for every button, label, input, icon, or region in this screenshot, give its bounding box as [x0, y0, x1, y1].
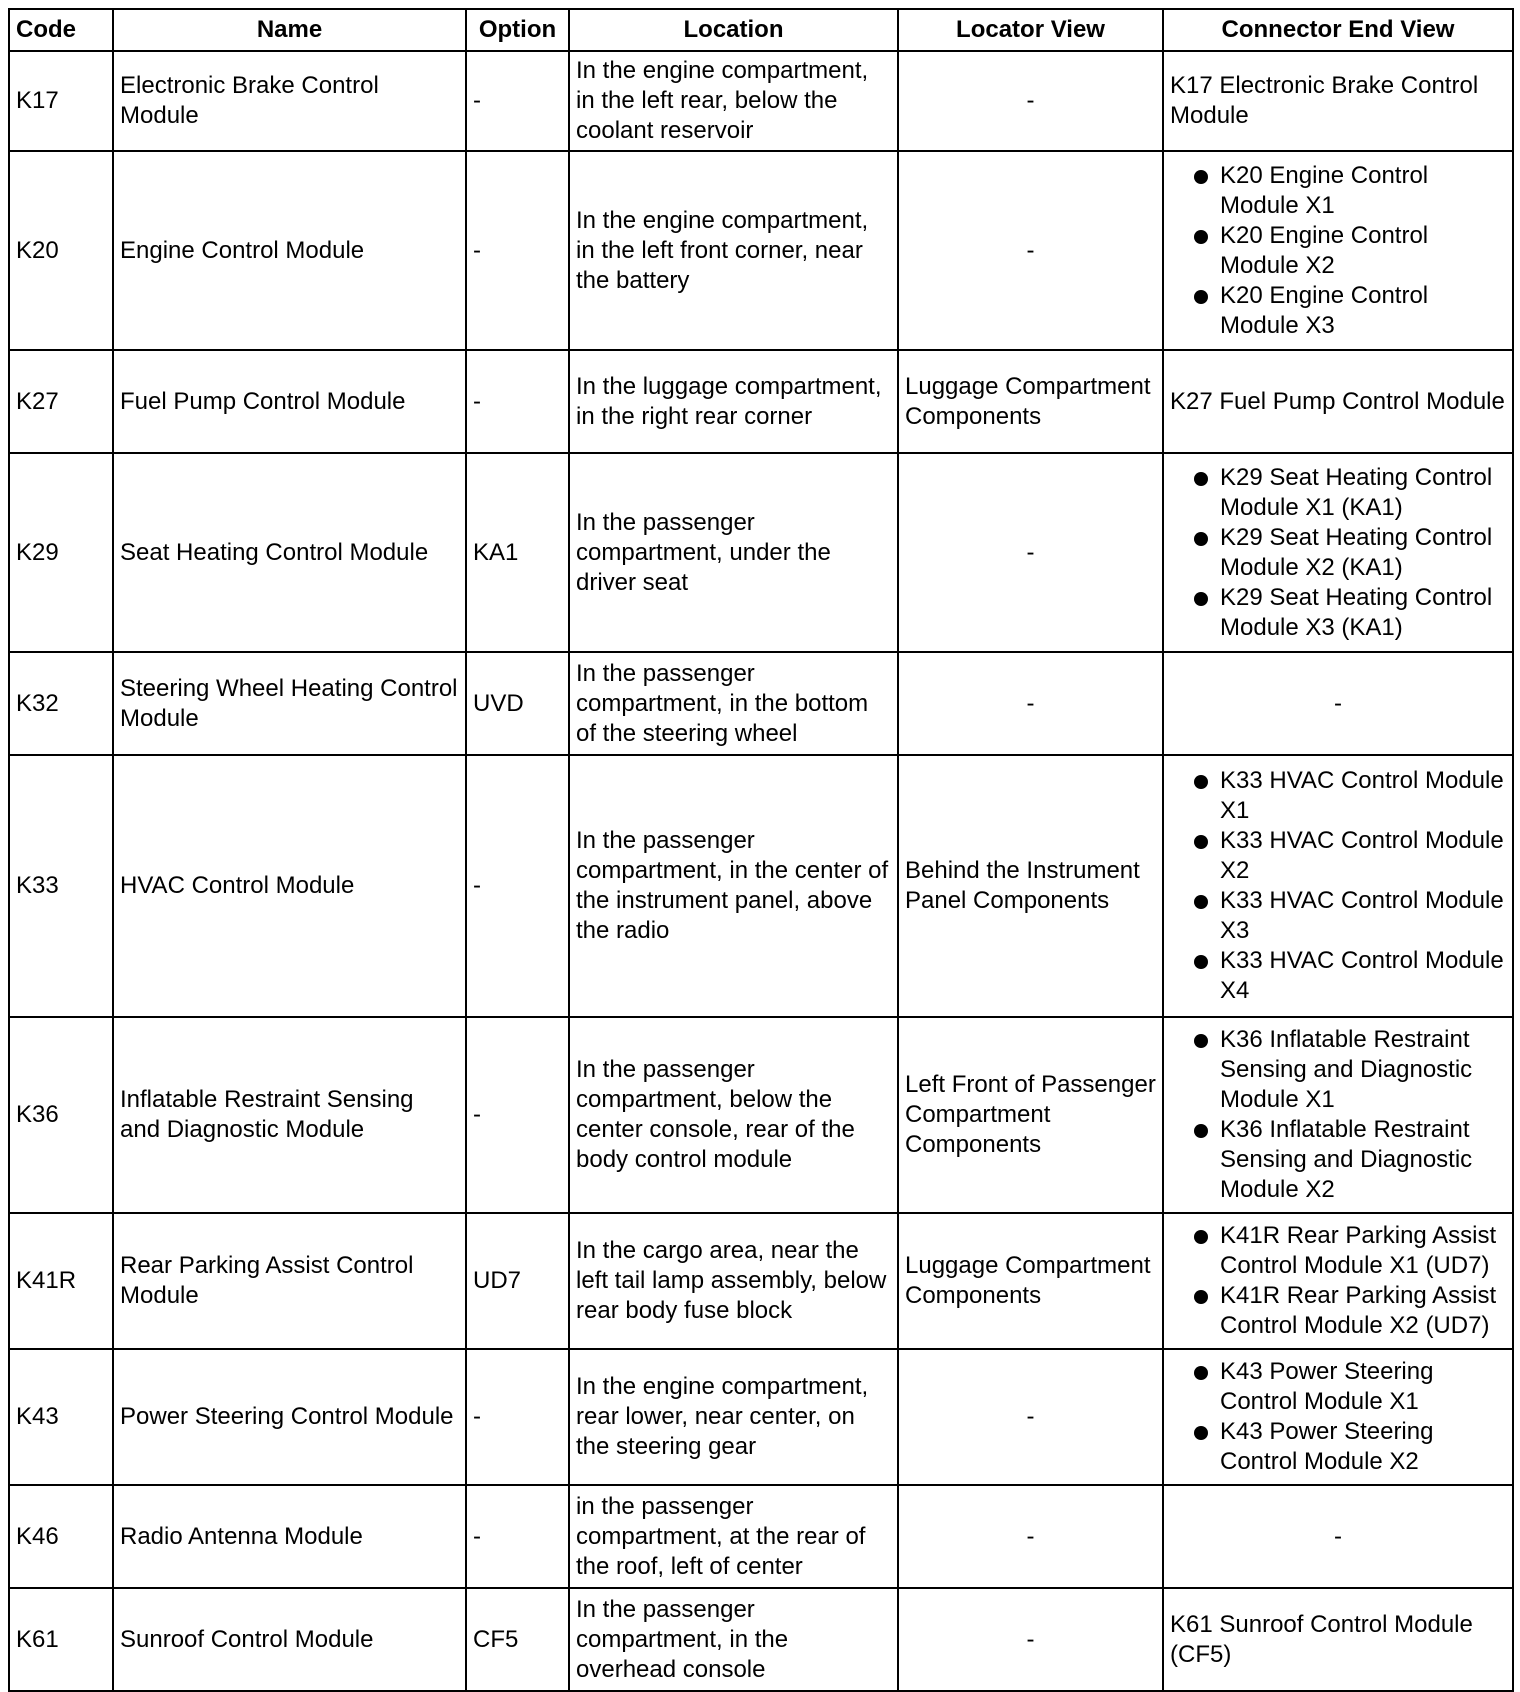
connector-label: K33 HVAC Control Module X2 — [1220, 827, 1504, 884]
table-row — [9, 51, 1513, 151]
header-location: Location — [569, 9, 898, 51]
cell-locator-view: Left Front of Passenger Compartment Components — [898, 1017, 1163, 1213]
cell-option: - — [466, 1349, 569, 1485]
table-row — [9, 1485, 1513, 1588]
connector-label: K41R Rear Parking Assist Control Module X2 (UD7) — [1220, 1282, 1497, 1339]
connector-label: K29 Seat Heating Control Module X2 (KA1) — [1220, 523, 1493, 581]
header-connector-end-view: Connector End View — [1163, 9, 1513, 51]
cell-name: Fuel Pump Control Module — [113, 350, 466, 453]
cell-name: Rear Parking Assist Control Module — [113, 1213, 466, 1349]
table-row — [9, 151, 1513, 350]
cell-location: in the passenger compartment, at the rear of the roof, left of center — [569, 1485, 898, 1588]
bullet-icon — [1194, 532, 1208, 546]
bullet-icon — [1194, 230, 1208, 244]
bullet-icon — [1194, 895, 1208, 909]
cell-locator-view: Luggage Compartment Components — [898, 1213, 1163, 1349]
connector-item — [1170, 463, 1506, 523]
cell-code: K32 — [9, 652, 113, 755]
connector-list — [1170, 463, 1506, 643]
table-row — [9, 1017, 1513, 1213]
cell-locator-view: - — [898, 1349, 1163, 1485]
table-row — [9, 755, 1513, 1017]
cell-code: K27 — [9, 350, 113, 453]
bullet-icon — [1194, 955, 1208, 969]
connector-item — [1170, 1221, 1506, 1281]
connector-item — [1170, 946, 1506, 1006]
table-row — [9, 1588, 1513, 1691]
table-row — [9, 1213, 1513, 1349]
connector-label: K33 HVAC Control Module X4 — [1220, 947, 1504, 1004]
cell-connector-end-view: - — [1163, 1485, 1513, 1588]
cell-option: - — [466, 755, 569, 1017]
cell-location: In the cargo area, near the left tail lamp assembly, below rear body fuse block — [569, 1213, 898, 1349]
bullet-icon — [1194, 290, 1208, 304]
cell-connector-end-view: - — [1163, 652, 1513, 755]
connector-label: K20 Engine Control Module X2 — [1220, 221, 1429, 279]
cell-option: - — [466, 51, 569, 151]
cell-code: K20 — [9, 151, 113, 350]
component-locator-page — [8, 8, 1512, 1692]
cell-locator-view: Behind the Instrument Panel Components — [898, 755, 1163, 1017]
cell-option: - — [466, 151, 569, 350]
cell-code: K36 — [9, 1017, 113, 1213]
bullet-icon — [1194, 1290, 1208, 1304]
cell-name: Power Steering Control Module — [113, 1349, 466, 1485]
cell-code: K41R — [9, 1213, 113, 1349]
header-code: Code — [9, 9, 113, 51]
connector-item — [1170, 523, 1506, 583]
cell-name: Sunroof Control Module — [113, 1588, 466, 1691]
bullet-icon — [1194, 835, 1208, 849]
table-row — [9, 1349, 1513, 1485]
cell-connector-end-view — [1163, 1017, 1513, 1213]
cell-code: K33 — [9, 755, 113, 1017]
cell-name: HVAC Control Module — [113, 755, 466, 1017]
connector-list — [1170, 766, 1506, 1006]
cell-location: In the passenger compartment, under the driver seat — [569, 453, 898, 652]
connector-label: K43 Power Steering Control Module X2 — [1220, 1418, 1434, 1475]
cell-connector-end-view — [1163, 453, 1513, 652]
cell-location: In the passenger compartment, in the bottom of the steering wheel — [569, 652, 898, 755]
connector-item — [1170, 826, 1506, 886]
connector-item — [1170, 161, 1506, 221]
table-row — [9, 453, 1513, 652]
cell-connector-end-view: K17 Electronic Brake Control Module — [1163, 51, 1513, 151]
cell-code: K61 — [9, 1588, 113, 1691]
bullet-icon — [1194, 775, 1208, 789]
connector-list — [1170, 1025, 1506, 1205]
bullet-icon — [1194, 592, 1208, 606]
bullet-icon — [1194, 472, 1208, 486]
cell-locator-view: - — [898, 51, 1163, 151]
cell-locator-view: - — [898, 151, 1163, 350]
cell-name: Radio Antenna Module — [113, 1485, 466, 1588]
cell-name: Engine Control Module — [113, 151, 466, 350]
cell-location: In the engine compartment, in the left front corner, near the battery — [569, 151, 898, 350]
cell-location: In the engine compartment, in the left rear, below the coolant reservoir — [569, 51, 898, 151]
connector-item — [1170, 1357, 1506, 1417]
cell-name: Seat Heating Control Module — [113, 453, 466, 652]
bullet-icon — [1194, 1124, 1208, 1138]
connector-label: K29 Seat Heating Control Module X3 (KA1) — [1220, 583, 1493, 641]
header-locator-view: Locator View — [898, 9, 1163, 51]
table-header-row — [9, 9, 1513, 51]
cell-name: Electronic Brake Control Module — [113, 51, 466, 151]
connector-list — [1170, 1221, 1506, 1341]
connector-item — [1170, 766, 1506, 826]
cell-location: In the passenger compartment, in the center of the instrument panel, above the radio — [569, 755, 898, 1017]
connector-list — [1170, 161, 1506, 341]
cell-connector-end-view — [1163, 1213, 1513, 1349]
cell-option: UVD — [466, 652, 569, 755]
bullet-icon — [1194, 1426, 1208, 1440]
bullet-icon — [1194, 1034, 1208, 1048]
cell-connector-end-view — [1163, 1349, 1513, 1485]
cell-connector-end-view: K61 Sunroof Control Module (CF5) — [1163, 1588, 1513, 1691]
connector-item — [1170, 1417, 1506, 1477]
cell-location: In the passenger compartment, below the center console, rear of the body control module — [569, 1017, 898, 1213]
cell-option: KA1 — [466, 453, 569, 652]
cell-locator-view: - — [898, 453, 1163, 652]
cell-code: K46 — [9, 1485, 113, 1588]
cell-option: - — [466, 1485, 569, 1588]
connector-label: K43 Power Steering Control Module X1 — [1220, 1358, 1434, 1415]
connector-item — [1170, 1025, 1506, 1115]
connector-item — [1170, 886, 1506, 946]
connector-label: K41R Rear Parking Assist Control Module X1 (UD7) — [1220, 1222, 1497, 1279]
connector-label: K20 Engine Control Module X1 — [1220, 161, 1429, 219]
cell-locator-view: - — [898, 1485, 1163, 1588]
cell-option: CF5 — [466, 1588, 569, 1691]
connector-label: K36 Inflatable Restraint Sensing and Diagnostic Module X1 — [1220, 1026, 1473, 1113]
cell-connector-end-view: K27 Fuel Pump Control Module — [1163, 350, 1513, 453]
connector-item — [1170, 221, 1506, 281]
cell-location: In the luggage compartment, in the right rear corner — [569, 350, 898, 453]
connector-list — [1170, 1357, 1506, 1477]
cell-locator-view: - — [898, 652, 1163, 755]
cell-option: - — [466, 1017, 569, 1213]
cell-option: - — [466, 350, 569, 453]
table-row — [9, 652, 1513, 755]
header-name: Name — [113, 9, 466, 51]
header-option: Option — [466, 9, 569, 51]
cell-connector-end-view — [1163, 151, 1513, 350]
connector-label: K33 HVAC Control Module X3 — [1220, 887, 1504, 944]
connector-item — [1170, 1115, 1506, 1205]
connector-label: K20 Engine Control Module X3 — [1220, 281, 1429, 339]
cell-code: K43 — [9, 1349, 113, 1485]
connector-item — [1170, 281, 1506, 341]
connector-item — [1170, 583, 1506, 643]
cell-code: K29 — [9, 453, 113, 652]
cell-locator-view: Luggage Compartment Components — [898, 350, 1163, 453]
cell-location: In the passenger compartment, in the overhead console — [569, 1588, 898, 1691]
component-table — [8, 8, 1514, 1692]
cell-option: UD7 — [466, 1213, 569, 1349]
cell-locator-view: - — [898, 1588, 1163, 1691]
cell-name: Inflatable Restraint Sensing and Diagnostic Module — [113, 1017, 466, 1213]
connector-label: K36 Inflatable Restraint Sensing and Diagnostic Module X2 — [1220, 1116, 1473, 1203]
bullet-icon — [1194, 170, 1208, 184]
cell-connector-end-view — [1163, 755, 1513, 1017]
connector-item — [1170, 1281, 1506, 1341]
bullet-icon — [1194, 1366, 1208, 1380]
connector-label: K33 HVAC Control Module X1 — [1220, 767, 1504, 824]
cell-code: K17 — [9, 51, 113, 151]
bullet-icon — [1194, 1230, 1208, 1244]
table-row — [9, 350, 1513, 453]
connector-label: K29 Seat Heating Control Module X1 (KA1) — [1220, 463, 1493, 521]
cell-location: In the engine compartment, rear lower, near center, on the steering gear — [569, 1349, 898, 1485]
cell-name: Steering Wheel Heating Control Module — [113, 652, 466, 755]
table-body — [9, 51, 1513, 1691]
